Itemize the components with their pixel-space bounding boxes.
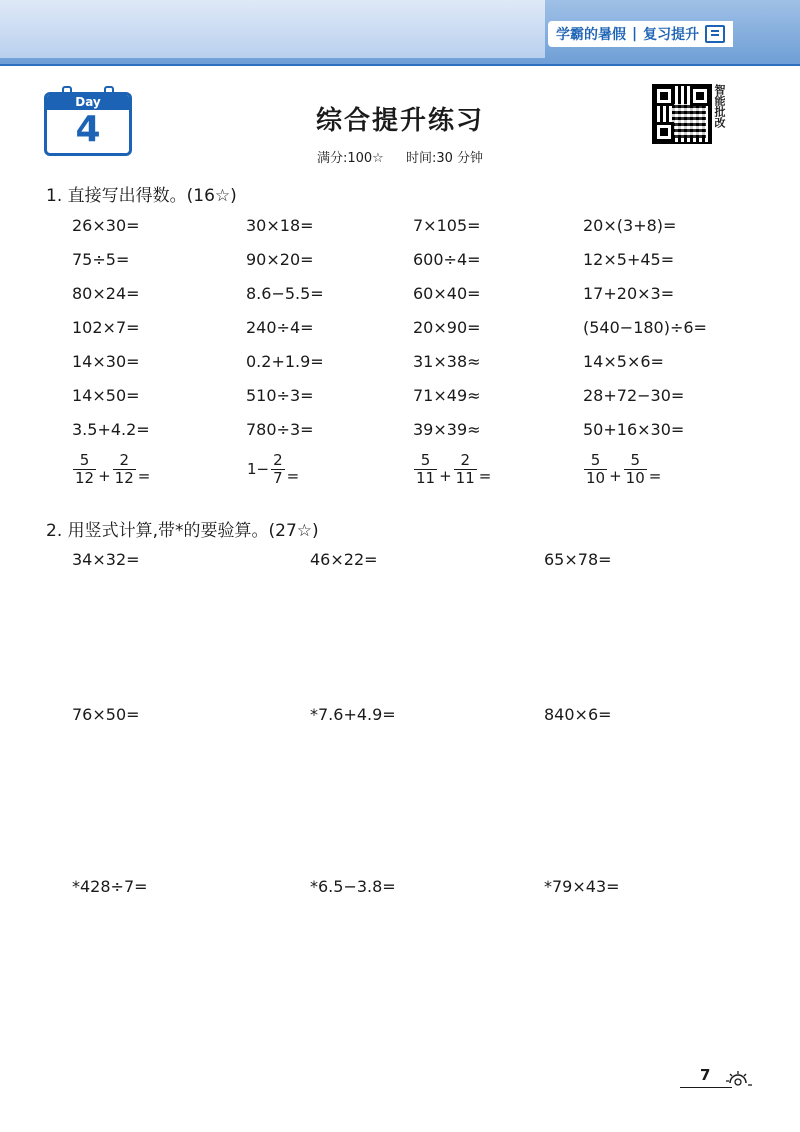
series-tag-separator: |	[632, 26, 638, 42]
math-problem: 14×30=	[72, 352, 140, 371]
math-problem: 30×18=	[246, 216, 314, 235]
math-problem: 0.2+1.9=	[246, 352, 324, 371]
math-problem: 90×20=	[246, 250, 314, 269]
vertical-calc-row	[0, 550, 800, 580]
header-band-highlight	[0, 0, 545, 58]
math-problem: 8.6−5.5=	[246, 284, 324, 303]
math-problem: 20×90=	[413, 318, 481, 337]
vertical-calc-problem: *79×43=	[544, 877, 620, 896]
vertical-calc-problem: 65×78=	[544, 550, 612, 569]
fraction-problem: 1− $\frac{2}{7}$ =	[247, 451, 300, 487]
page-number: 7	[700, 1066, 711, 1084]
vertical-calc-problem: *6.5−3.8=	[310, 877, 396, 896]
math-problem: 780÷3=	[246, 420, 314, 439]
math-problem: (540−180)÷6=	[583, 318, 707, 337]
math-problem: 28+72−30=	[583, 386, 685, 405]
full-score: 满分:100☆	[316, 151, 384, 166]
page-number-rule	[680, 1087, 732, 1088]
problem-row	[0, 250, 800, 280]
fraction-problem: $\frac{5}{12}$ + $\frac{2}{12}$ =	[75, 451, 151, 487]
fraction-problem: $\frac{5}{11}$ + $\frac{2}{11}$ =	[416, 451, 492, 487]
math-problem: 102×7=	[72, 318, 140, 337]
math-problem: 14×50=	[72, 386, 140, 405]
problem-row	[0, 284, 800, 314]
fraction-row	[0, 451, 800, 487]
math-problem: 50+16×30=	[583, 420, 685, 439]
vertical-calc-row	[0, 877, 800, 907]
day-label: Day	[47, 95, 129, 110]
problem-row	[0, 420, 800, 450]
vertical-calc-problem: 46×22=	[310, 550, 378, 569]
section2-title: 2. 用竖式计算,带*的要验算。(27☆)	[46, 521, 319, 541]
math-problem: 600÷4=	[413, 250, 481, 269]
time-limit: 时间:30 分钟	[405, 151, 484, 166]
vertical-calc-problem: 34×32=	[72, 550, 140, 569]
qr-label: 智能批改	[713, 84, 726, 128]
vertical-calc-problem: *7.6+4.9=	[310, 705, 396, 724]
series-tag-left: 学霸的暑假	[556, 27, 626, 43]
math-problem: 12×5+45=	[583, 250, 675, 269]
math-problem: 75÷5=	[72, 250, 130, 269]
fraction-problem: $\frac{5}{10}$ + $\frac{5}{10}$ =	[586, 451, 662, 487]
problem-row	[0, 216, 800, 246]
vertical-calc-problem: *428÷7=	[72, 877, 148, 896]
qr-code-icon[interactable]	[652, 84, 712, 144]
problem-row	[0, 318, 800, 348]
math-problem: 80×24=	[72, 284, 140, 303]
day-number: 4	[75, 109, 101, 150]
math-problem: 26×30=	[72, 216, 140, 235]
math-problem: 71×49≈	[413, 386, 481, 405]
section1-title: 1. 直接写出得数。(16☆)	[46, 186, 237, 206]
sun-icon	[726, 1069, 752, 1089]
page-title: 综合提升练习	[315, 106, 484, 136]
math-problem: 17+20×3=	[583, 284, 675, 303]
math-problem: 31×38≈	[413, 352, 481, 371]
math-problem: 60×40=	[413, 284, 481, 303]
math-problem: 3.5+4.2=	[72, 420, 150, 439]
vertical-calc-problem: 76×50=	[72, 705, 140, 724]
vertical-calc-row	[0, 705, 800, 735]
problem-row	[0, 386, 800, 416]
header-rule	[0, 64, 800, 66]
book-icon	[705, 25, 725, 43]
vertical-calc-problem: 840×6=	[544, 705, 612, 724]
problem-row	[0, 352, 800, 382]
exam-meta	[0, 147, 800, 166]
series-tag	[548, 21, 733, 47]
math-problem: 510÷3=	[246, 386, 314, 405]
math-problem: 7×105=	[413, 216, 481, 235]
series-tag-right: 复习提升	[643, 27, 700, 43]
math-problem: 20×(3+8)=	[583, 216, 677, 235]
math-problem: 240÷4=	[246, 318, 314, 337]
math-problem: 14×5×6=	[583, 352, 664, 371]
math-problem: 39×39≈	[413, 420, 481, 439]
